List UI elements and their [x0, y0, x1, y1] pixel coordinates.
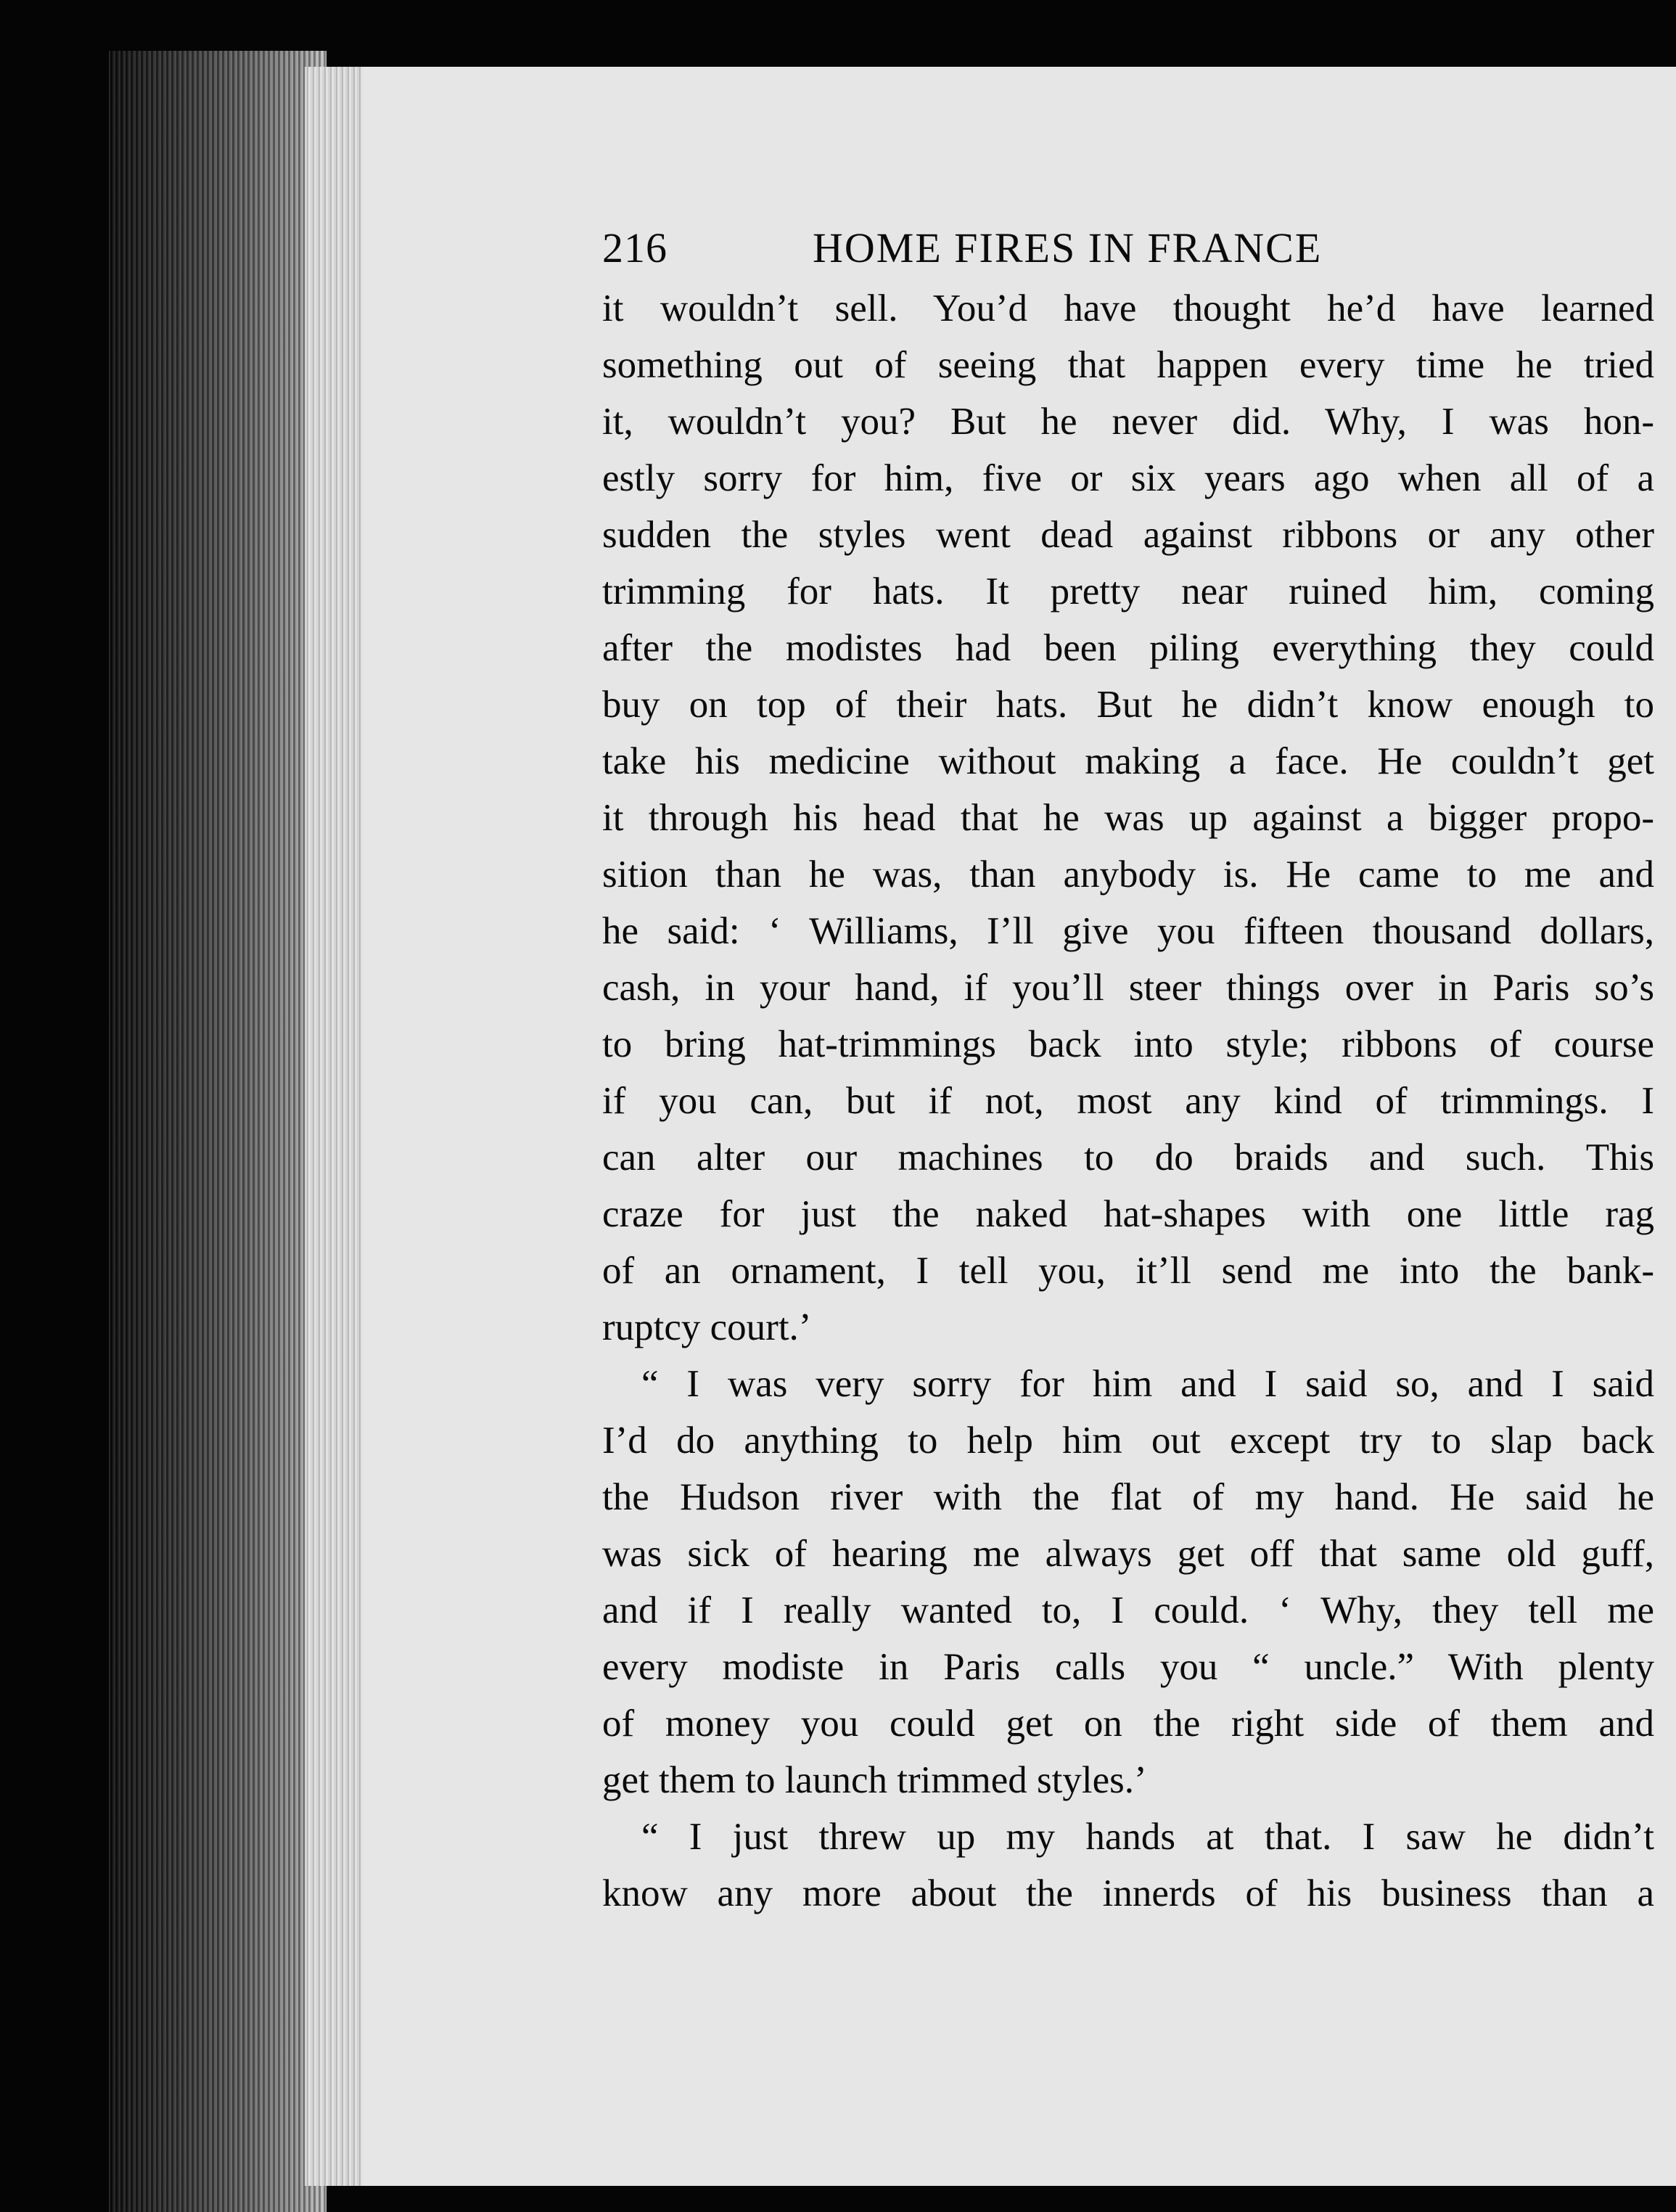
text-line: trimming for hats. It pretty near ruined him, coming — [602, 570, 1654, 613]
text-line: sudden the styles went dead against ribbons or any other — [602, 514, 1654, 556]
text-line: take his medicine without making a face. He couldn’t get — [602, 740, 1654, 782]
text-line: estly sorry for him, five or six years ago when all of a — [602, 457, 1654, 499]
text-line: was sick of hearing me always get off that same old guff, — [602, 1533, 1654, 1575]
page-text — [602, 218, 1654, 1922]
text-line: after the modistes had been piling everything they could — [602, 627, 1654, 669]
text-line: cash, in your hand, if you’ll steer things over in Paris so’s — [602, 967, 1654, 1009]
text-line: the Hudson river with the flat of my hand. He said he — [602, 1476, 1654, 1518]
text-line: “ I just threw up my hands at that. I saw he didn’t — [641, 1816, 1654, 1858]
page-number: 216 — [602, 224, 667, 271]
text-line: if you can, but if not, most any kind of trimmings. I — [602, 1080, 1654, 1122]
text-line: know any more about the innerds of his business than a — [602, 1872, 1654, 1914]
text-line: of an ornament, I tell you, it’ll send me into the bank- — [602, 1250, 1654, 1292]
text-line: something out of seeing that happen every time he tried — [602, 344, 1654, 386]
text-line: to bring hat-trimmings back into style; ribbons of course — [602, 1023, 1654, 1065]
text-line: “ I was very sorry for him and I said so, and I said — [641, 1363, 1654, 1405]
text-line: ruptcy court.’ — [602, 1306, 812, 1348]
page-stack-edge — [109, 51, 326, 2212]
running-head — [602, 218, 1654, 279]
text-line: he said: ‘ Williams, I’ll give you fifteen thousand dollars, — [602, 910, 1654, 952]
text-line: buy on top of their hats. But he didn’t know enough to — [602, 684, 1654, 726]
text-line: of money you could get on the right side of them and — [602, 1703, 1654, 1745]
text-line: every modiste in Paris calls you “ uncle.” With plenty — [602, 1646, 1654, 1688]
text-line: it through his head that he was up against a bigger propo- — [602, 797, 1654, 839]
text-line: get them to launch trimmed styles.’ — [602, 1759, 1147, 1801]
text-line: craze for just the naked hat-shapes with one little rag — [602, 1193, 1654, 1235]
text-line: it, wouldn’t you? But he never did. Why, I was hon- — [602, 401, 1654, 443]
text-line: it wouldn’t sell. You’d have thought he’d have learned — [602, 287, 1654, 329]
text-line: and if I really wanted to, I could. ‘ Why, they tell me — [602, 1589, 1654, 1631]
text-line: I’d do anything to help him out except try to slap back — [602, 1420, 1654, 1462]
text-line: can alter our machines to do braids and such. This — [602, 1136, 1654, 1179]
text-line: sition than he was, than anybody is. He came to me and — [602, 853, 1654, 896]
running-title: HOME FIRES IN FRANCE — [813, 224, 1323, 271]
